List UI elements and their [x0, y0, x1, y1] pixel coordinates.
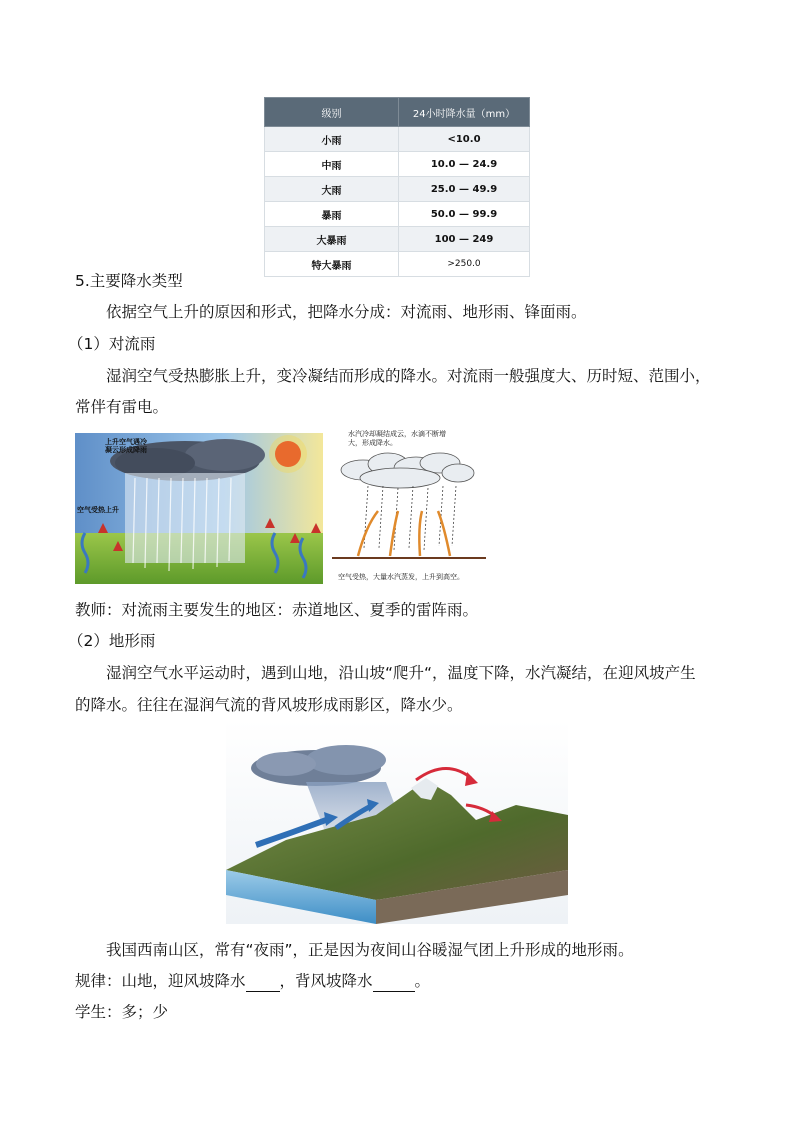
rule-blank-windward[interactable] — [246, 971, 280, 992]
orographic-rain-illustration — [226, 720, 568, 924]
table-row — [265, 202, 530, 227]
rule-sentence — [75, 971, 430, 992]
orographic-heading: （2）地形雨 — [68, 632, 156, 650]
table-row — [265, 177, 530, 202]
rule-blank-leeward[interactable] — [373, 971, 415, 992]
teacher-note: 教师：对流雨主要发生的地区：赤道地区、夏季的雷阵雨。 — [75, 601, 479, 619]
convection-heading: （1）对流雨 — [68, 335, 156, 353]
table-cell: 特大暴雨 — [265, 252, 399, 277]
section-title: 5.主要降水类型 — [75, 272, 183, 290]
precipitation-level-table — [264, 97, 530, 277]
table-cell: 50.0 — 99.9 — [399, 202, 530, 227]
table-header-amount: 24小时降水量（mm） — [399, 98, 530, 127]
rule-middle: ，背风坡降水 — [279, 972, 373, 990]
table-row — [265, 252, 530, 277]
orographic-desc-line2: 的降水。往往在湿润气流的背风坡形成雨影区，降水少。 — [75, 696, 463, 714]
table-row — [265, 152, 530, 177]
table-cell: 中雨 — [265, 152, 399, 177]
table-cell: 100 — 249 — [399, 227, 530, 252]
table-cell: 25.0 — 49.9 — [399, 177, 530, 202]
convection-rain-photo — [75, 433, 323, 584]
table-cell: >250.0 — [399, 252, 530, 277]
student-answer: 学生：多；少 — [75, 1003, 169, 1021]
orographic-desc-line1: 湿润空气水平运动时，遇到山地，沿山坡“爬升“，温度下降，水汽凝结，在迎风坡产生 — [106, 664, 696, 682]
rule-suffix: 。 — [414, 972, 431, 990]
table-cell: 暴雨 — [265, 202, 399, 227]
intro-paragraph: 依据空气上升的原因和形式，把降水分成：对流雨、地形雨、锋面雨。 — [106, 303, 587, 321]
table-header-level: 级别 — [265, 98, 399, 127]
table-header-row — [265, 98, 530, 127]
table-cell: 10.0 — 24.9 — [399, 152, 530, 177]
rule-prefix: 规律：山地，迎风坡降水 — [75, 972, 246, 990]
table-cell: 大暴雨 — [265, 227, 399, 252]
diagram-label-bottom: 空气受热，大量水汽蒸发，上升到高空。 — [338, 573, 464, 581]
photo-label-top: 上升空气遇冷 凝云形成降雨 — [105, 438, 147, 454]
convection-desc-line1: 湿润空气受热膨胀上升，变冷凝结而形成的降水。对流雨一般强度大、历时短、范围小， — [106, 367, 711, 385]
table-cell: 小雨 — [265, 127, 399, 152]
table-cell: 大雨 — [265, 177, 399, 202]
photo-label-side: 空气受热上升 — [77, 506, 119, 514]
table-cell: <10.0 — [399, 127, 530, 152]
diagram-label-top-line2: 大，形成降水。 — [348, 439, 397, 447]
convection-desc-line2: 常伴有雷电。 — [75, 398, 169, 416]
diagram-label-top — [348, 430, 488, 448]
table-row — [265, 127, 530, 152]
diagram-label-top-line1: 水汽冷却凝结成云，水滴不断增 — [348, 430, 446, 438]
southwest-example: 我国西南山区，常有“夜雨”，正是因为夜间山谷暖湿气团上升形成的地形雨。 — [106, 941, 634, 959]
convection-rain-diagram — [328, 428, 488, 585]
table-row — [265, 227, 530, 252]
